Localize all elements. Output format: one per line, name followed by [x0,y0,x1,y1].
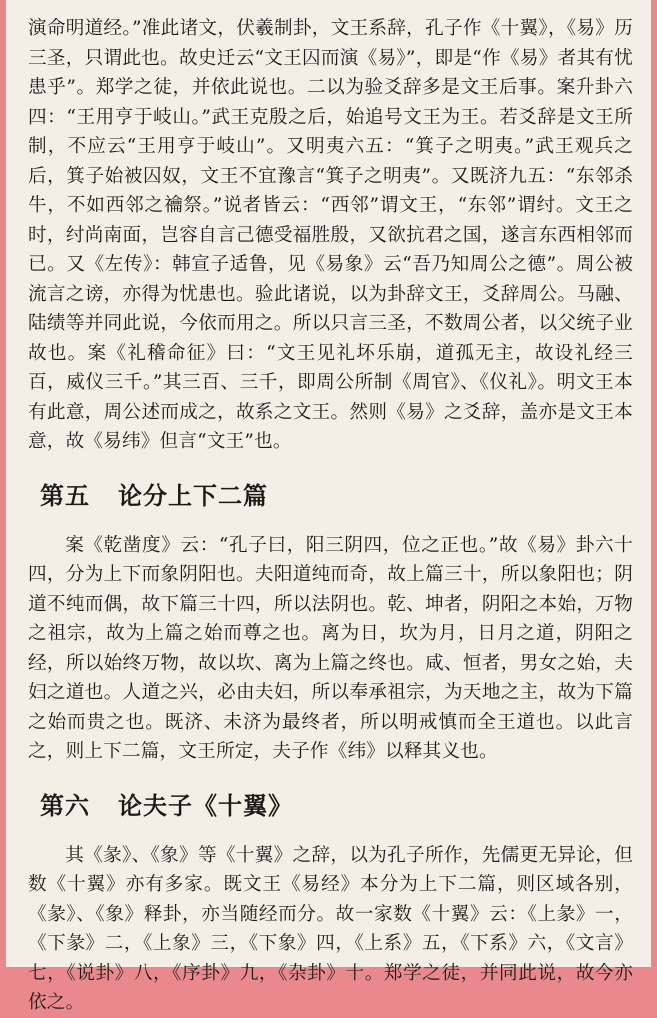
section-six-heading [40,791,633,821]
section-five-title: 论分上下二篇 [118,481,268,510]
intro-paragraph: 演命明道经。”准此诸文，伏羲制卦，文王系辞，孔子作《十翼》，《易》历三圣，只谓此也。故史迁云“文王囚而演《易》”，即是“作《易》者其有忧患乎”。郑学之徒，并依此说也。二以为验爻辞多是文王后事。案升卦六四：“王用亨于岐山。”武王克殷之后，始追号文王为王。若爻辞是文王所制，不应云“王用亨于岐山”。又明夷六五：“箕子之明夷。”武王观兵之后，箕子始被囚奴，文王不宜豫言“箕子之明夷”。又既济九五：“东邻杀牛，不如西邻之禴祭。”说者皆云：“西邻”谓文王，“东邻”谓纣。文王之时，纣尚南面，岂容自言己德受福胜殷，又欲抗君之国，遂言东西相邻而已。又《左传》：韩宣子适鲁，见《易象》云“吾乃知周公之德”。周公被流言之谤，亦得为忧患也。验此诸说，以为卦辞文王，爻辞周公。马融、陆绩等并同此说，今依而用之。所以只言三圣，不数周公者，以父统子业故也。案《礼稽命征》曰：“文王见礼坏乐崩，道孤无主，故设礼经三百，威仪三千。”其三百、三千，即周公所制《周官》、《仪礼》。明文王本有此意，周公述而成之，故系之文王。然则《易》之爻辞，盖亦是文王本意，故《易纬》但言“文王”也。 [28,18,633,452]
section-six-title: 论夫子《十翼》 [118,791,293,820]
book-page [6,0,651,1013]
section-five-number: 第五 [40,481,90,510]
section-five-heading [40,481,633,511]
section-six-number: 第六 [40,791,90,820]
section-five-paragraph: 案《乾凿度》云：“孔子曰，阳三阴四，位之正也。”故《易》卦六十四，分为上下而象阴阳也。夫阳道纯而奇，故上篇三十，所以象阳也；阴道不纯而偶，故下篇三十四，所以法阴也。乾、坤者，阴阳之本始，万物之祖宗，故为上篇之始而尊之也。离为日，坎为月，日月之道，阴阳之经，所以始终万物，故以坎、离为上篇之终也。咸、恒者，男女之始，夫妇之道也。人道之兴，必由夫妇，所以奉承祖宗，为天地之主，故为下篇之始而贵之也。既济、未济为最终者，所以明戒慎而全王道也。以此言之，则上下二篇，文王所定，夫子作《纬》以释其义也。 [28,534,633,762]
section-six-paragraph: 其《彖》、《象》等《十翼》之辞，以为孔子所作，先儒更无异论，但数《十翼》亦有多家。既文王《易经》本分为上下二篇，则区域各别，《彖》、《象》释卦，亦当随经而分。故一家数《十翼》云：《上彖》一，《下彖》二，《上象》三，《下象》四，《上系》五，《下系》六，《文言》七，《说卦》八，《序卦》九，《杂卦》十。郑学之徒，并同此说，故今亦依之。 [28,844,633,1013]
